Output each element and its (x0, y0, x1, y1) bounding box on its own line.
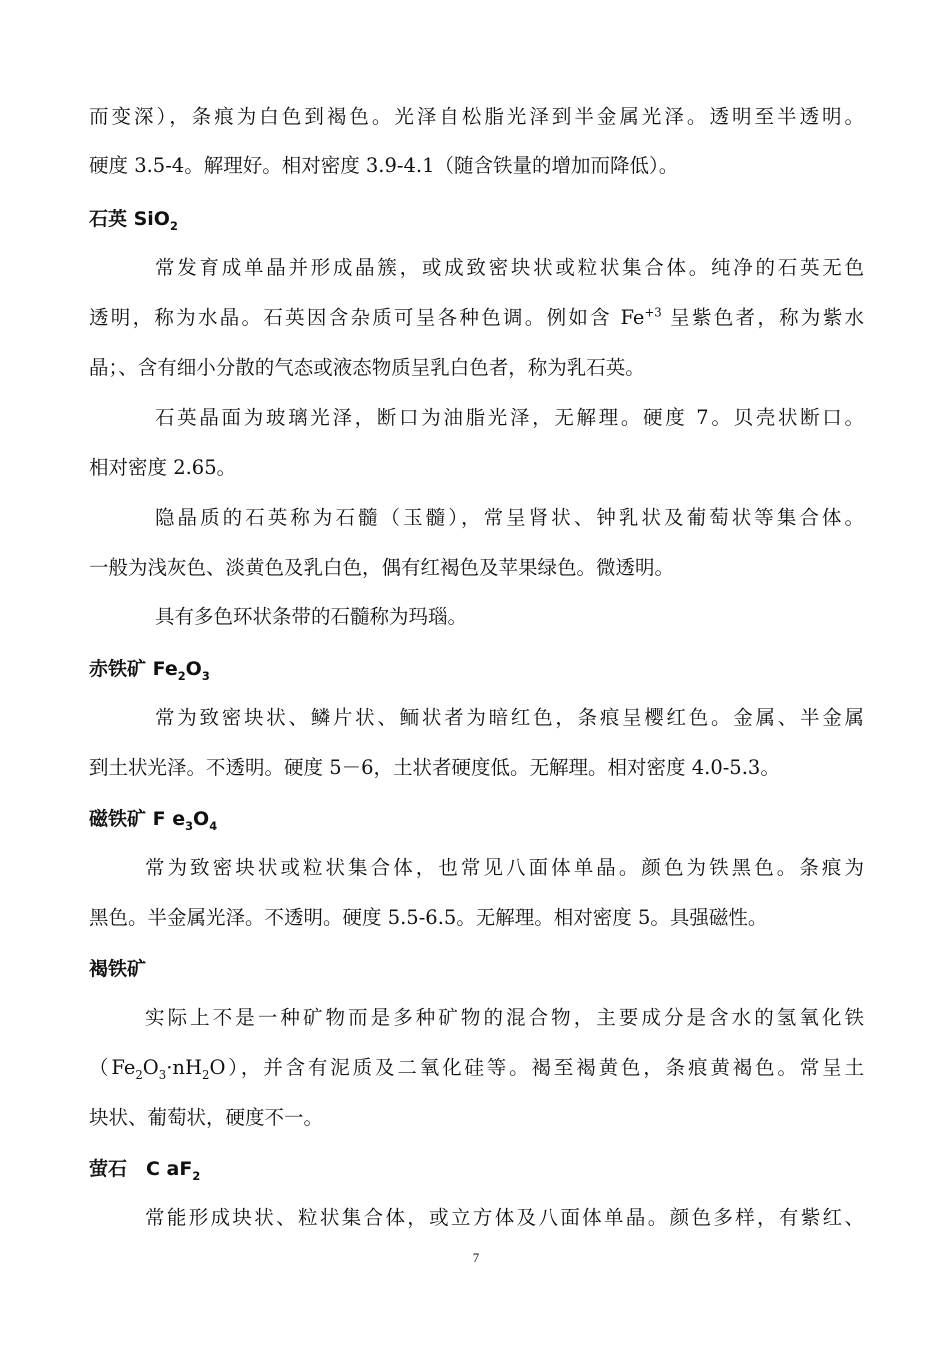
page-number: 7 (472, 1250, 480, 1265)
paragraph-line: 一般为浅灰色、淡黄色及乳白色，偶有红褐色及苹果绿色。微透明。 (89, 556, 675, 579)
paragraph-line: 常为致密块状、鳞片状、鲕状者为暗红色，条痕呈樱红色。金属、半金属 (155, 706, 864, 729)
paragraph-line: 常为致密块状或粒状集合体，也常见八面体单晶。颜色为铁黑色。条痕为 (145, 856, 864, 879)
paragraph-line: $(Fe_2O_3\cdot nH_2O)$，并含有泥质及二氧化硅等。褐至褐黄色，条痕黄褐色。常呈土 (89, 1056, 864, 1082)
paragraph-line: 透明，称为水晶。石英因含杂质可呈各种色调。例如含 $Fe^{+3}$ 呈紫色者，称为紫水 (89, 305, 864, 329)
paragraph-line: 具有多色环状条带的石髓称为玛瑙。 (155, 605, 468, 628)
paragraph-line: 石英晶面为玻璃光泽，断口为油脂光泽，无解理。硬度 7。贝壳状断口。 (155, 406, 864, 429)
paragraph-line: 到土状光泽。不透明。硬度 5－6，土状者硬度低。无解理。相对密度 4.0-5.3。 (89, 756, 780, 779)
paragraph-line: 晶；、含有细小分散的气态或液态物质呈乳白色者，称为乳石英。 (89, 356, 645, 379)
paragraph-line: 常发育成单晶并形成晶簇，或成致密块状或粒状集合体。纯净的石英无色 (155, 256, 864, 279)
paragraph-line: 块状、葡萄状，硬度不一。 (89, 1106, 324, 1129)
section-heading-quartz: 石英 SiO$_2$ (89, 208, 178, 233)
paragraph-line: 相对密度 2.65。 (89, 456, 237, 479)
section-heading-hematite: 赤铁矿 $Fe_2O_3$ (89, 658, 210, 683)
paragraph-line: 隐晶质的石英称为石髓（玉髓），常呈肾状、钟乳状及葡萄状等集合体。 (155, 506, 864, 529)
paragraph-line: 常能形成块状、粒状集合体，或立方体及八面体单晶。颜色多样，有紫红、 (145, 1206, 864, 1229)
section-heading-fluorite: 萤石 C $aF_2$ (89, 1158, 201, 1183)
paragraph-line: 而变深），条痕为白色到褐色。光泽自松脂光泽到半金属光泽。透明至半透明。 (89, 105, 864, 128)
section-heading-limonite: 褐铁矿 (89, 958, 147, 980)
paragraph-line: 实际上不是一种矿物而是多种矿物的混合物，主要成分是含水的氢氧化铁 (145, 1006, 864, 1029)
paragraph-line: 硬度 3.5-4。解理好。相对密度 3.9-4.1（随含铁量的增加而降低）。 (89, 154, 679, 177)
paragraph-line: 黑色。半金属光泽。不透明。硬度 5.5-6.5。无解理。相对密度 5。具强磁性。 (89, 906, 768, 929)
section-heading-magnetite: 磁铁矿 F $e_3O_4$ (89, 808, 218, 833)
